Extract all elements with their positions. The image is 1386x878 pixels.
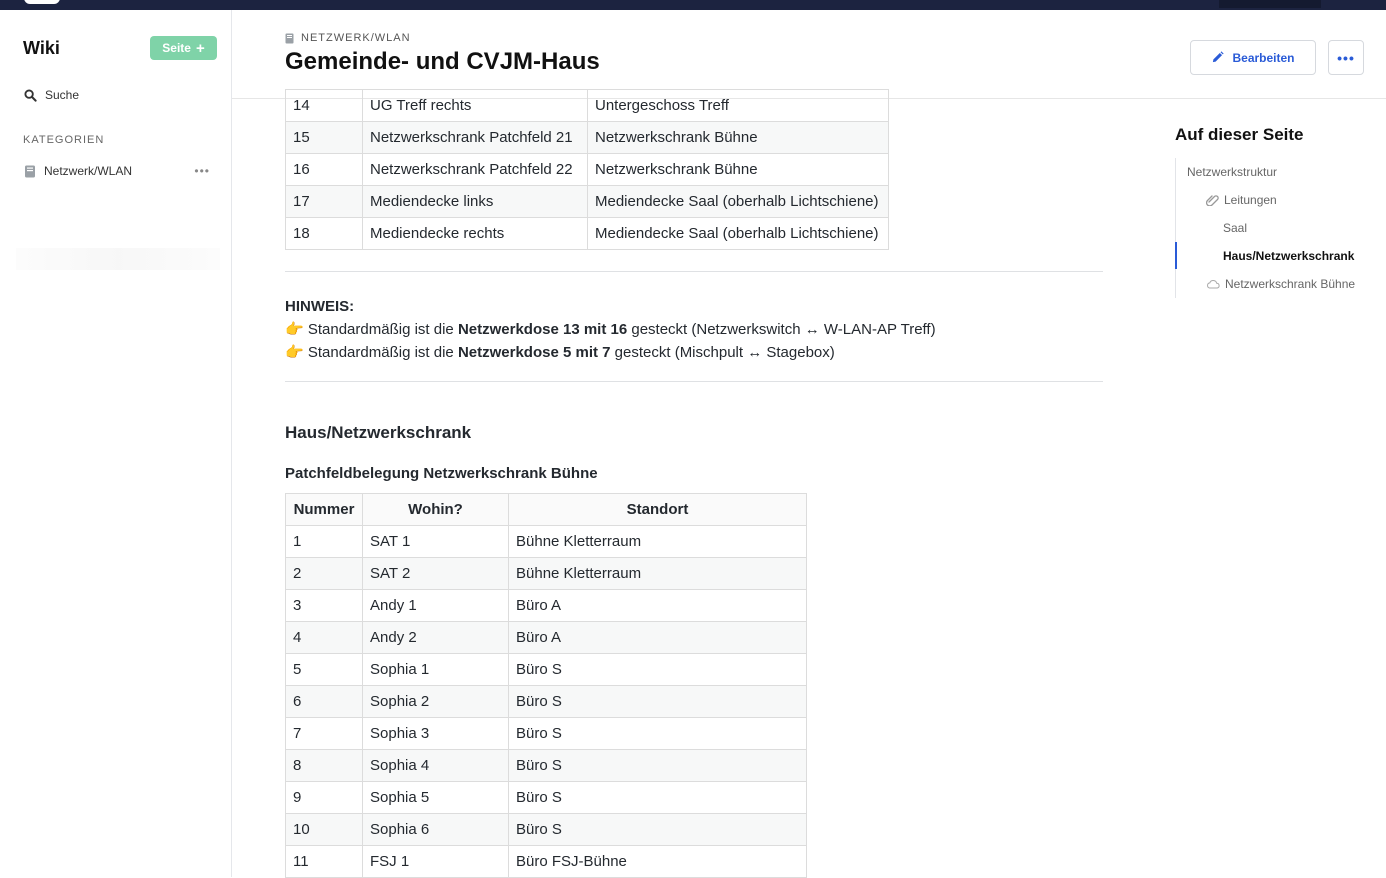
table-cell: Sophia 3 (363, 718, 509, 750)
table-cell: UG Treff rechts (363, 90, 588, 122)
toc-item-leitungen[interactable] (1206, 193, 1277, 207)
table-row (286, 846, 807, 878)
hint-label: HINWEIS: (285, 298, 355, 315)
table-cell: Mediendecke links (363, 186, 588, 218)
table-cell: Sophia 4 (363, 750, 509, 782)
ellipsis-icon: ••• (1337, 49, 1355, 66)
table-row (286, 782, 807, 814)
hint-text: Standardmäßig ist die (307, 344, 458, 361)
toc-item-label: Haus/Netzwerkschrank (1223, 249, 1355, 263)
table-cell: 4 (286, 622, 363, 654)
table-cell: Büro A (509, 622, 807, 654)
table-cell: Mediendecke Saal (oberhalb Lichtschiene) (588, 218, 889, 250)
top-bar-segment (1219, 0, 1321, 8)
table-cell: Büro S (509, 750, 807, 782)
paperclip-icon (1206, 194, 1220, 206)
table-cell: 16 (286, 154, 363, 186)
sidebar-search[interactable] (24, 88, 79, 102)
categories-heading: KATEGORIEN (23, 134, 105, 146)
table-row (286, 558, 807, 590)
toc-item-label: Leitungen (1224, 193, 1277, 207)
breadcrumb[interactable] (285, 32, 411, 44)
toc-item-haus-netzwerkschrank[interactable] (1223, 249, 1354, 263)
new-page-label: Seite (162, 41, 191, 55)
table-cell: Bühne Kletterraum (509, 526, 807, 558)
table-cell: 14 (286, 90, 363, 122)
table-row (286, 814, 807, 846)
table-row (286, 218, 889, 250)
toc-item-netzwerkstruktur[interactable] (1187, 165, 1277, 179)
table-row (286, 686, 807, 718)
table-cell: 9 (286, 782, 363, 814)
table-cell: 2 (286, 558, 363, 590)
toc-active-indicator (1175, 242, 1177, 269)
toc-item-netzwerkschrank-buehne[interactable] (1206, 277, 1355, 291)
plus-icon: + (195, 39, 205, 57)
toc-title: Auf dieser Seite (1175, 125, 1304, 144)
breadcrumb-label: NETZWERK/WLAN (301, 32, 411, 44)
hint-bold: Netzwerkdose 5 mit 7 (457, 344, 611, 361)
table-row (286, 590, 807, 622)
edit-label: Bearbeiten (1232, 50, 1295, 65)
toc-item-label: Saal (1223, 221, 1248, 235)
table-row (286, 90, 889, 122)
hint-line-2 (285, 341, 936, 364)
table-cell: Untergeschoss Treff (588, 90, 889, 122)
edit-button[interactable] (1190, 40, 1316, 75)
sidebar-placeholder (16, 248, 220, 270)
sidebar-item-netzwerk-wlan[interactable] (24, 164, 210, 178)
hint-text: gesteckt (Netzwerkswitch ↔ W-LAN-AP Treff) (627, 321, 936, 338)
column-header: Nummer (286, 494, 363, 526)
table-cell: Büro S (509, 814, 807, 846)
new-page-button[interactable] (150, 36, 217, 60)
table-cell: SAT 2 (363, 558, 509, 590)
pencil-icon (1211, 51, 1224, 64)
table-cell: 18 (286, 218, 363, 250)
table-cell: Sophia 2 (363, 686, 509, 718)
divider (285, 271, 1103, 272)
table-header-row (286, 494, 807, 526)
hint-block (285, 295, 936, 364)
hint-text: gesteckt (Mischpult ↔ Stagebox) (610, 344, 835, 361)
table-cell: 17 (286, 186, 363, 218)
table-cell: FSJ 1 (363, 846, 509, 878)
table-cell: Andy 1 (363, 590, 509, 622)
search-icon (24, 89, 37, 102)
table-cell: 10 (286, 814, 363, 846)
table-cell: Netzwerkschrank Patchfeld 21 (363, 122, 588, 154)
table-cell: Büro S (509, 686, 807, 718)
toc-item-label: Netzwerkschrank Bühne (1225, 277, 1356, 291)
patch-panel-table (285, 493, 807, 878)
table-row (286, 622, 807, 654)
app-logo[interactable] (24, 0, 60, 4)
table-row (286, 122, 889, 154)
table-cell: 6 (286, 686, 363, 718)
page-title: Gemeinde- und CVJM-Haus (285, 48, 600, 75)
table-cell: 7 (286, 718, 363, 750)
column-header: Wohin? (363, 494, 509, 526)
table-cell: Netzwerkschrank Patchfeld 22 (363, 154, 588, 186)
table-row (286, 718, 807, 750)
table-row (286, 654, 807, 686)
table-cell: 15 (286, 122, 363, 154)
table-cell: 1 (286, 526, 363, 558)
table-row (286, 154, 889, 186)
table-cell: Andy 2 (363, 622, 509, 654)
divider (285, 381, 1103, 382)
table-cell: 8 (286, 750, 363, 782)
hint-bold: Netzwerkdose 13 mit 16 (457, 321, 628, 338)
table-cell: Büro S (509, 782, 807, 814)
cloud-icon (1206, 279, 1221, 289)
table-cell: Netzwerkschrank Bühne (588, 154, 889, 186)
table-cell: 5 (286, 654, 363, 686)
more-options-button[interactable] (1328, 40, 1364, 75)
book-icon (285, 33, 294, 44)
sidebar-item-label: Netzwerk/WLAN (44, 164, 133, 178)
page-header (232, 10, 1386, 99)
sidebar (0, 10, 232, 877)
table-cell: Büro S (509, 654, 807, 686)
more-icon[interactable]: ••• (194, 164, 210, 178)
hint-text: Standardmäßig ist die (307, 321, 458, 338)
top-bar (0, 0, 1386, 10)
toc-item-saal[interactable] (1223, 221, 1247, 235)
table-cell: 11 (286, 846, 363, 878)
hint-line-1 (285, 318, 936, 341)
table-heading: Patchfeldbelegung Netzwerkschrank Bühne (285, 465, 598, 482)
toc-item-label: Netzwerkstruktur (1187, 165, 1278, 179)
table-cell: Netzwerkschrank Bühne (588, 122, 889, 154)
search-label: Suche (45, 88, 80, 102)
table-row (286, 750, 807, 782)
table-cell: Bühne Kletterraum (509, 558, 807, 590)
pointing-hand-icon: 👉 (285, 321, 304, 338)
table-cell: Mediendecke rechts (363, 218, 588, 250)
table-cell: Sophia 5 (363, 782, 509, 814)
pointing-hand-icon: 👉 (285, 344, 304, 361)
table-cell: SAT 1 (363, 526, 509, 558)
table-row (286, 526, 807, 558)
column-header: Standort (509, 494, 807, 526)
table-cell: Sophia 6 (363, 814, 509, 846)
table-cell: Mediendecke Saal (oberhalb Lichtschiene) (588, 186, 889, 218)
section-heading: Haus/Netzwerkschrank (285, 423, 472, 442)
table-of-contents (1175, 158, 1375, 298)
table-cell: Büro A (509, 590, 807, 622)
network-sockets-table (285, 89, 889, 250)
table-row (286, 186, 889, 218)
table-cell: 3 (286, 590, 363, 622)
table-cell: Büro FSJ-Bühne (509, 846, 807, 878)
sidebar-title[interactable]: Wiki (23, 38, 60, 58)
table-cell: Sophia 1 (363, 654, 509, 686)
table-cell: Büro S (509, 718, 807, 750)
book-icon (24, 165, 36, 178)
